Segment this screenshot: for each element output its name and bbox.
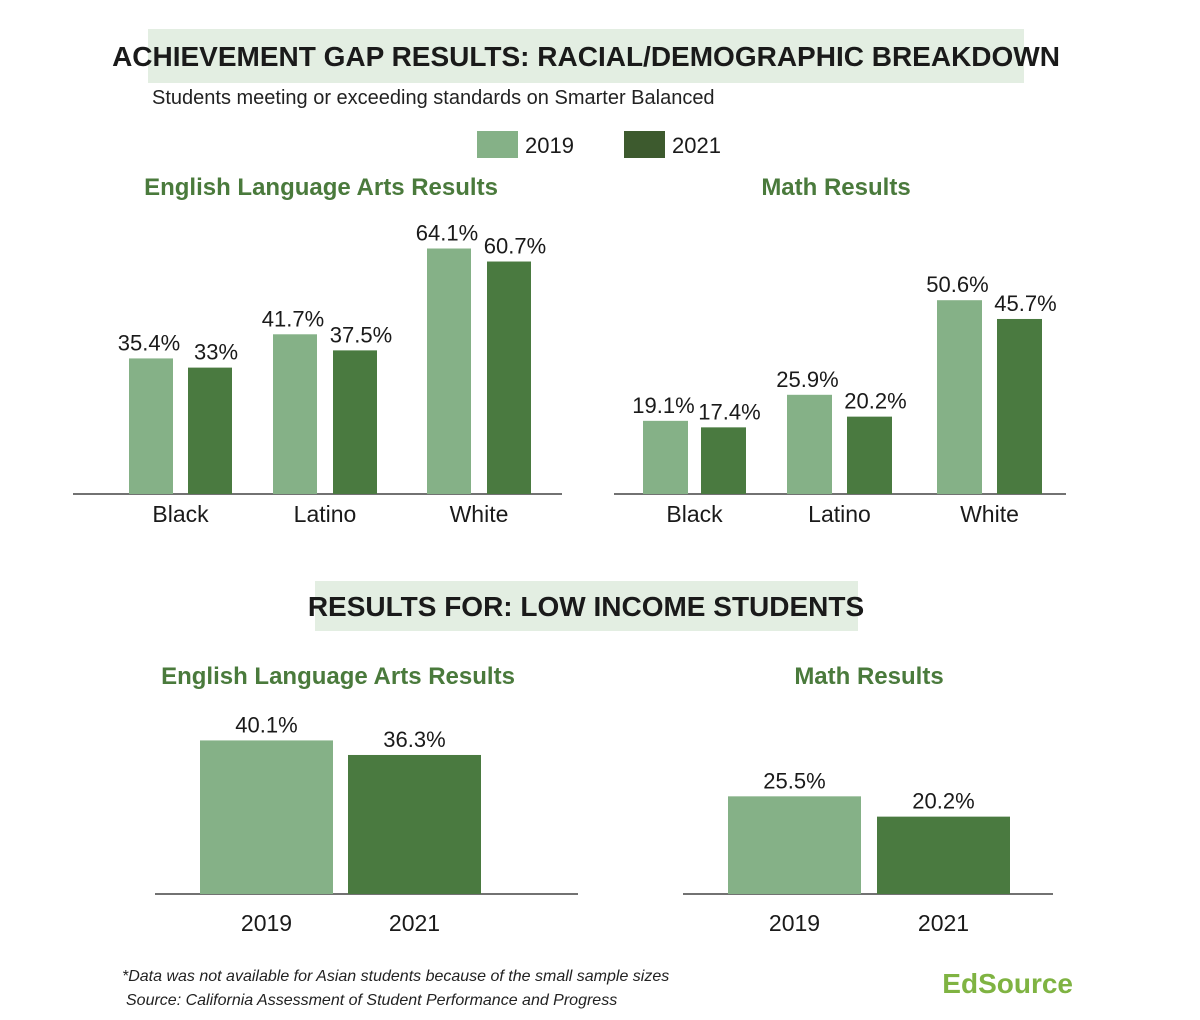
chart-title-math-income: Math Results: [794, 663, 944, 690]
bar-black-2019: [129, 358, 173, 494]
bar-black-2019: [643, 421, 688, 494]
value-label-black-2019: 35.4%: [117, 330, 181, 356]
bar-2019: [200, 740, 333, 894]
category-label-latino: Latino: [293, 501, 357, 527]
subtitle: Students meeting or exceeding standards on Smarter Balanced: [152, 87, 715, 109]
legend-label-2021: 2021: [672, 133, 721, 158]
category-label-2021: 2021: [388, 910, 441, 936]
value-label-latino-2021: 20.2%: [844, 388, 907, 414]
value-label-black-2021: 33%: [193, 339, 239, 365]
bar-latino-2021: [333, 350, 377, 494]
category-label-2019: 2019: [240, 910, 293, 936]
bar-white-2019: [427, 248, 471, 494]
bar-2021: [877, 817, 1010, 894]
value-label-white-2019: 50.6%: [926, 272, 989, 298]
chart-title-math-race: Math Results: [761, 174, 911, 201]
main-title: ACHIEVEMENT GAP RESULTS: RACIAL/DEMOGRAPHIC BREAKDOWN: [112, 41, 1060, 72]
value-label-2021: 36.3%: [383, 726, 446, 752]
value-label-white-2021: 60.7%: [483, 233, 547, 259]
bar-latino-2019: [273, 334, 317, 494]
value-label-white-2019: 64.1%: [415, 220, 479, 246]
value-label-2019: 25.5%: [763, 768, 826, 794]
value-label-2019: 40.1%: [235, 712, 298, 738]
value-label-latino-2019: 25.9%: [776, 366, 839, 392]
value-label-black-2021: 17.4%: [698, 399, 761, 425]
source-note: Source: California Assessment of Student Performance and Progress: [126, 992, 618, 1009]
legend-label-2019: 2019: [525, 133, 574, 158]
footnote: *Data was not available for Asian students because of the small sample sizes: [122, 968, 670, 985]
edsource-logo: EdSource: [942, 968, 1073, 999]
category-label-black: Black: [666, 501, 723, 527]
value-label-black-2019: 19.1%: [632, 392, 695, 418]
bar-white-2019: [937, 300, 982, 494]
chart-title-ela-race: English Language Arts Results: [144, 174, 498, 201]
bar-latino-2019: [787, 395, 832, 494]
bar-latino-2021: [847, 417, 892, 494]
category-label-2019: 2019: [768, 910, 821, 936]
bar-black-2021: [188, 368, 232, 494]
bar-black-2021: [701, 427, 746, 494]
value-label-2021: 20.2%: [912, 788, 975, 814]
category-label-latino: Latino: [808, 501, 871, 527]
chart-title-ela-income: English Language Arts Results: [161, 663, 515, 690]
legend-swatch-2021: [624, 131, 665, 158]
category-label-white: White: [449, 501, 509, 527]
category-label-2021: 2021: [917, 910, 970, 936]
category-label-white: White: [960, 501, 1019, 527]
value-label-white-2021: 45.7%: [994, 290, 1057, 316]
section2-title: RESULTS FOR: LOW INCOME STUDENTS: [307, 591, 865, 622]
bar-white-2021: [487, 262, 531, 494]
legend-swatch-2019: [477, 131, 518, 158]
value-label-latino-2019: 41.7%: [261, 306, 325, 332]
bar-2021: [348, 755, 481, 894]
category-label-black: Black: [152, 501, 209, 527]
value-label-latino-2021: 37.5%: [329, 322, 393, 348]
bar-2019: [728, 796, 861, 894]
bar-white-2021: [997, 319, 1042, 494]
legend: [477, 131, 721, 158]
